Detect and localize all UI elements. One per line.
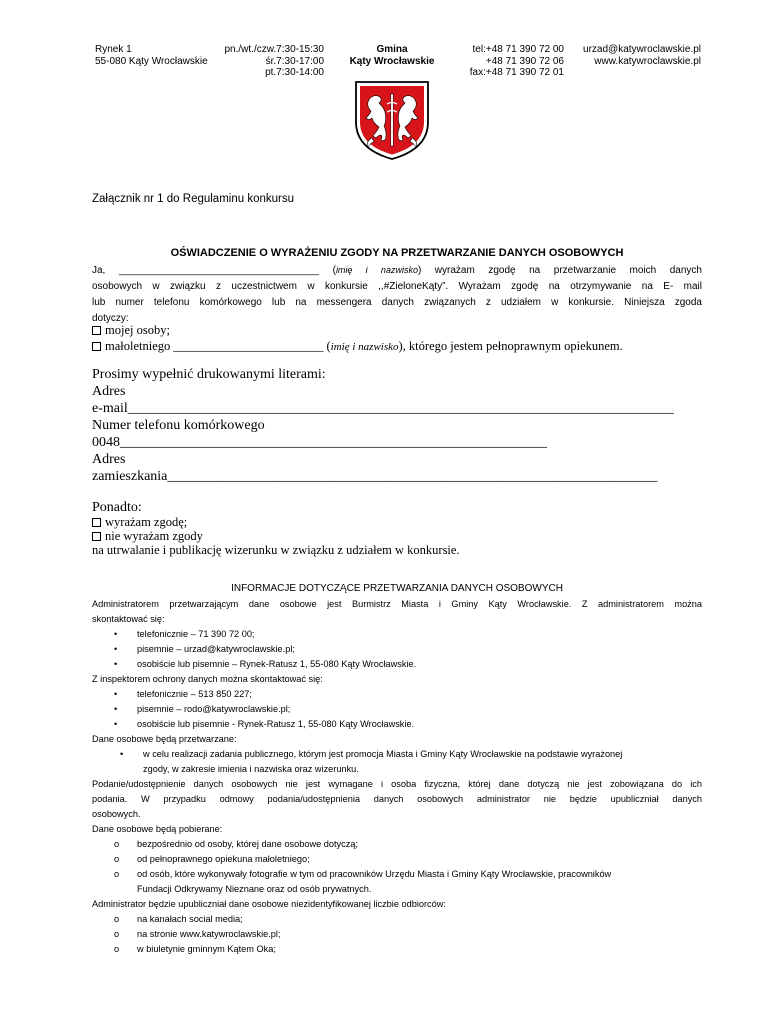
circle-bullet-icon: o [114,869,120,879]
recipient-website: na stronie www.katywroclawskie.pl; [137,929,281,939]
voluntary-line-3: osobowych. [92,809,141,819]
info-section [92,597,702,957]
org-line-1: Gmina [376,44,408,55]
option-minor[interactable] [92,338,702,355]
voluntary-line-1: Podanie/udostępnienie danych osobowych nie jest wymagane i osoba fizyczna, której dane dotyczą nie jest zobowiązana do ich [92,779,702,789]
address-line-1: Rynek 1 [95,44,132,55]
bullet-icon: • [114,629,118,639]
purpose-line: Dane osobowe będą przetwarzane: [92,734,237,744]
office-address [95,44,208,67]
email-link[interactable]: urzad@katywroclawskie.pl [583,44,701,55]
admin-contact-phone: telefonicznie – 71 390 72 00; [137,629,255,639]
inspector-contact-address: osobiście lub pisemnie - Rynek-Ratusz 1, 55-080 Kąty Wrocławskie. [137,719,415,729]
circle-bullet-icon: o [114,914,120,924]
attachment-label: Załącznik nr 1 do Regulaminu konkursu [92,193,294,205]
list-item [92,927,702,942]
hours-line-1: pn./wt./czw.7:30-15:30 [224,44,324,55]
circle-bullet-icon: o [114,854,120,864]
list-item [92,852,702,867]
tel-line-1: tel:+48 71 390 72 00 [472,44,564,55]
admin-contact-email: pisemnie – urzad@katywroclawskie.pl; [137,644,295,654]
fax-line: fax:+48 71 390 72 01 [469,67,564,78]
bullet-icon: • [114,644,118,654]
office-hours [200,44,324,79]
consent-line-1-end: ) wyrażam zgodę na przetwarzanie moich danych [417,265,702,276]
contact-web [560,44,701,67]
recipient-social: na kanałach social media; [137,914,243,924]
phone-field[interactable]: 0048_____________________________________________________________ [92,435,547,450]
voluntary-line-2: podania. W przypadku odmowy podania/udostępnienia danych osobowych administrator nie będzie upubliczniał danych [92,794,702,804]
bullet-icon: • [114,704,118,714]
inspector-contact-email: pisemnie – rodo@katywroclawskie.pl; [137,704,291,714]
image-consent-heading: Ponadto: [92,500,142,515]
option-self-label: mojej osoby; [105,323,170,337]
hours-line-2: śr.7:30-17:00 [265,55,324,67]
admin-line-1: Administratorem przetwarzającym dane osobowe jest Burmistrz Miasta i Gminy Kąty Wrocławskie. Z administratorem można [92,599,702,609]
org-name [332,44,452,67]
list-item [92,942,702,957]
option-self[interactable] [92,322,170,338]
consent-line-3: lub numer telefonu komórkowego lub na messengera danych związanych z udziałem w konkursie. Niniejsza zgoda [92,297,702,308]
list-item [92,747,702,762]
bullet-icon: • [114,689,118,699]
option-minor-start: małoletniego ________________________ ( [105,339,331,353]
info-heading: INFORMACJE DOTYCZĄCE PRZETWARZANIA DANYCH OSOBOWYCH [231,583,563,594]
consent-line-2: osobowych w związku z uczestnictwem w konkursie ,,#ZieloneKąty”. Wyrażam zgodę na otrzymywanie na E- mail [92,281,702,292]
consent-statement [92,262,702,327]
phone-label: Numer telefonu komórkowego [92,418,265,433]
admin-line-2: skontaktować się: [92,614,165,624]
checkbox-agree[interactable] [92,518,101,527]
bullet-icon: • [114,659,118,669]
purpose-item-line-1: w celu realizacji zadania publicznego, którym jest promocja Miasta i Gminy Kąty Wrocławskie na podstawie wyrażonej [143,749,623,759]
source-photographers-line-1: od osób, które wykonywały fotografie w tym od pracowników Urzędu Miasta i Gminy Kąty Wrocławskie, pracowników [137,869,612,879]
source-direct: bezpośrednio od osoby, której dane osobowe dotyczą; [137,839,358,849]
list-item [92,657,702,672]
checkbox-disagree[interactable] [92,532,101,541]
coat-of-arms-icon [354,80,430,160]
list-item [92,642,702,657]
checkbox-minor[interactable] [92,342,101,351]
page-title: OŚWIADCZENIE O WYRAŻENIU ZGODY NA PRZETWARZANIE DANYCH OSOBOWYCH [170,247,624,259]
image-consent-purpose: na utrwalanie i publikację wizerunku w związku z udziałem w konkursie. [92,543,460,557]
checkbox-self[interactable] [92,326,101,335]
list-item [92,912,702,927]
name-hint: imię i nazwisko [335,265,418,275]
circle-bullet-icon: o [114,839,120,849]
recipients-line: Administrator będzie upubliczniał dane osobowe niezidentyfikowanej liczbie odbiorców: [92,899,446,909]
source-guardian: od pełnoprawnego opiekuna małoletniego; [137,854,310,864]
circle-bullet-icon: o [114,929,120,939]
residence-field[interactable]: zamieszkania______________________________________________________________________ [92,469,658,484]
consent-line-1 [92,262,702,279]
consent-line-1-start: Ja, ____________________________________ ( [92,265,336,276]
phone-numbers [440,44,564,79]
list-item [92,837,702,852]
purpose-item-line-2: zgody, w zakresie imienia i nazwiska oraz wizerunku. [143,764,359,774]
circle-bullet-icon: o [114,944,120,954]
tel-line-2: +48 71 390 72 06 [485,55,564,67]
address-line-2: 55-080 Kąty Wrocławskie [95,55,208,67]
source-photographers-line-2: Fundacji Odkrywamy Nieznane oraz od osób prywatnych. [137,884,372,894]
email-field[interactable]: e-mail______________________________________________________________________________ [92,401,674,416]
list-item [92,687,702,702]
form-instruction: Prosimy wypełnić drukowanymi literami: [92,367,326,382]
sources-line: Dane osobowe będą pobierane: [92,824,223,834]
agree-label: wyrażam zgodę; [105,515,188,529]
consent-line-4: dotyczy: [92,313,129,324]
org-line-2: Kąty Wrocławskie [349,55,435,67]
list-item [92,627,702,642]
contact-form [92,366,702,485]
option-minor-end: ), którego jestem pełnoprawnym opiekunem. [398,339,623,353]
website-link[interactable]: www.katywroclawskie.pl [594,55,701,67]
list-item [92,717,702,732]
address-label: Adres [92,384,126,399]
recipient-bulletin: w biuletynie gminnym Kątem Oka; [137,944,276,954]
list-item [92,867,702,882]
list-item [92,702,702,717]
hours-line-3: pt.7:30-14:00 [265,67,324,78]
disagree-label: nie wyrażam zgody [105,529,203,543]
residence-label: Adres [92,452,126,467]
inspector-contact-phone: telefonicznie – 513 850 227; [137,689,252,699]
admin-contact-address: osobiście lub pisemnie – Rynek-Ratusz 1, 55-080 Kąty Wrocławskie. [137,659,417,669]
inspector-line: Z inspektorem ochrony danych można skontaktować się: [92,674,323,684]
minor-name-hint: imię i nazwisko [330,341,399,353]
bullet-icon: • [114,719,118,729]
bullet-icon: • [120,749,124,759]
